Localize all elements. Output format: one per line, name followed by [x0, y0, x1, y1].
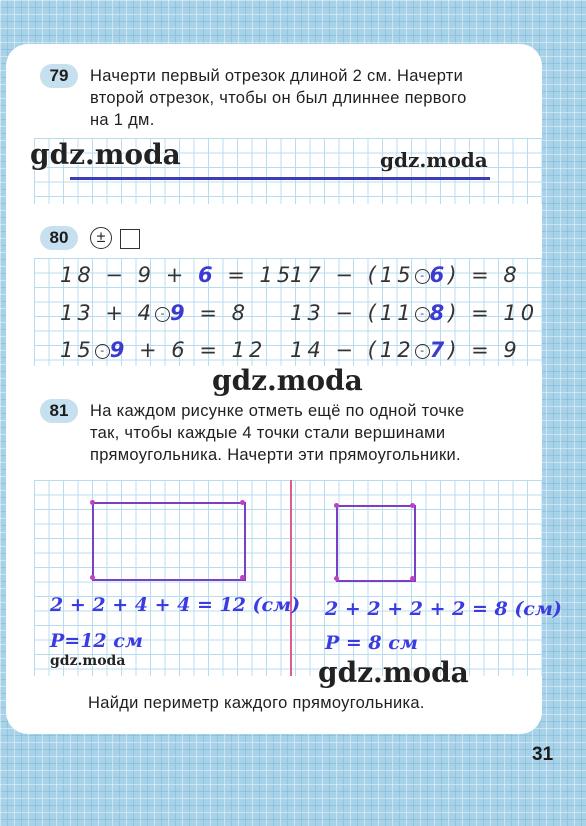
watermark: gdz.moda [50, 653, 126, 669]
vertex-dot [240, 500, 245, 505]
expression-row1-right: 17 − (15 - 6) = 8 [290, 263, 521, 287]
vertex-dot [334, 576, 339, 581]
divider-line [290, 480, 292, 676]
watermark: gdz.moda [318, 656, 469, 689]
vertex-dot [90, 500, 95, 505]
vertex-dot [240, 575, 245, 580]
answer-left-perimeter: Р=12 см [50, 630, 143, 652]
vertex-dot [334, 503, 339, 508]
expression-row2-right: 13 − (11 - 8) = 10 [290, 301, 539, 325]
task-81-text-line2: так, чтобы каждые 4 точки стали вершинами [90, 424, 446, 442]
expression-row3-right: 14 − (12 - 7) = 9 [290, 338, 521, 362]
segment-line [70, 177, 490, 180]
watermark: gdz.moda [30, 138, 181, 171]
task-79-text-line1: Начерти первый отрезок длиной 2 см. Начерти [90, 67, 464, 85]
expression-row1-left: 18 − 9 + 6 = 15 [60, 263, 295, 287]
task-81-text-line3: прямоугольника. Начерти эти прямоугольники. [90, 446, 461, 464]
plus-minus-icon: ± [90, 227, 112, 249]
task-80-number: 80 [40, 226, 78, 250]
task-81-footer: Найди периметр каждого прямоугольника. [88, 694, 425, 712]
answer-right-calc: 2 + 2 + 2 + 2 = 8 (см) [325, 598, 562, 620]
task-81-text-line1: На каждом рисунке отметь ещё по одной точке [90, 402, 465, 420]
checkbox-square [120, 229, 140, 249]
expression-row3-left: 15 - 9 + 6 = 12 [60, 338, 267, 362]
vertex-dot [410, 576, 415, 581]
watermark: gdz.moda [212, 364, 363, 397]
vertex-dot [90, 575, 95, 580]
task-79-text-line2: второй отрезок, чтобы он был длиннее первого [90, 89, 467, 107]
rectangle-left [92, 502, 246, 581]
answer-left-calc: 2 + 2 + 4 + 4 = 12 (см) [50, 594, 301, 616]
answer-right-perimeter: Р = 8 см [325, 632, 418, 654]
watermark: gdz.moda [380, 148, 488, 172]
task-81-number: 81 [40, 399, 78, 423]
expression-row2-left: 13 + 4 - 9 = 8 [60, 301, 249, 325]
vertex-dot [410, 503, 415, 508]
page-number: 31 [532, 744, 554, 765]
task-79-text-line3: на 1 дм. [90, 111, 155, 129]
task-79-number: 79 [40, 64, 78, 88]
rectangle-right [336, 505, 416, 582]
